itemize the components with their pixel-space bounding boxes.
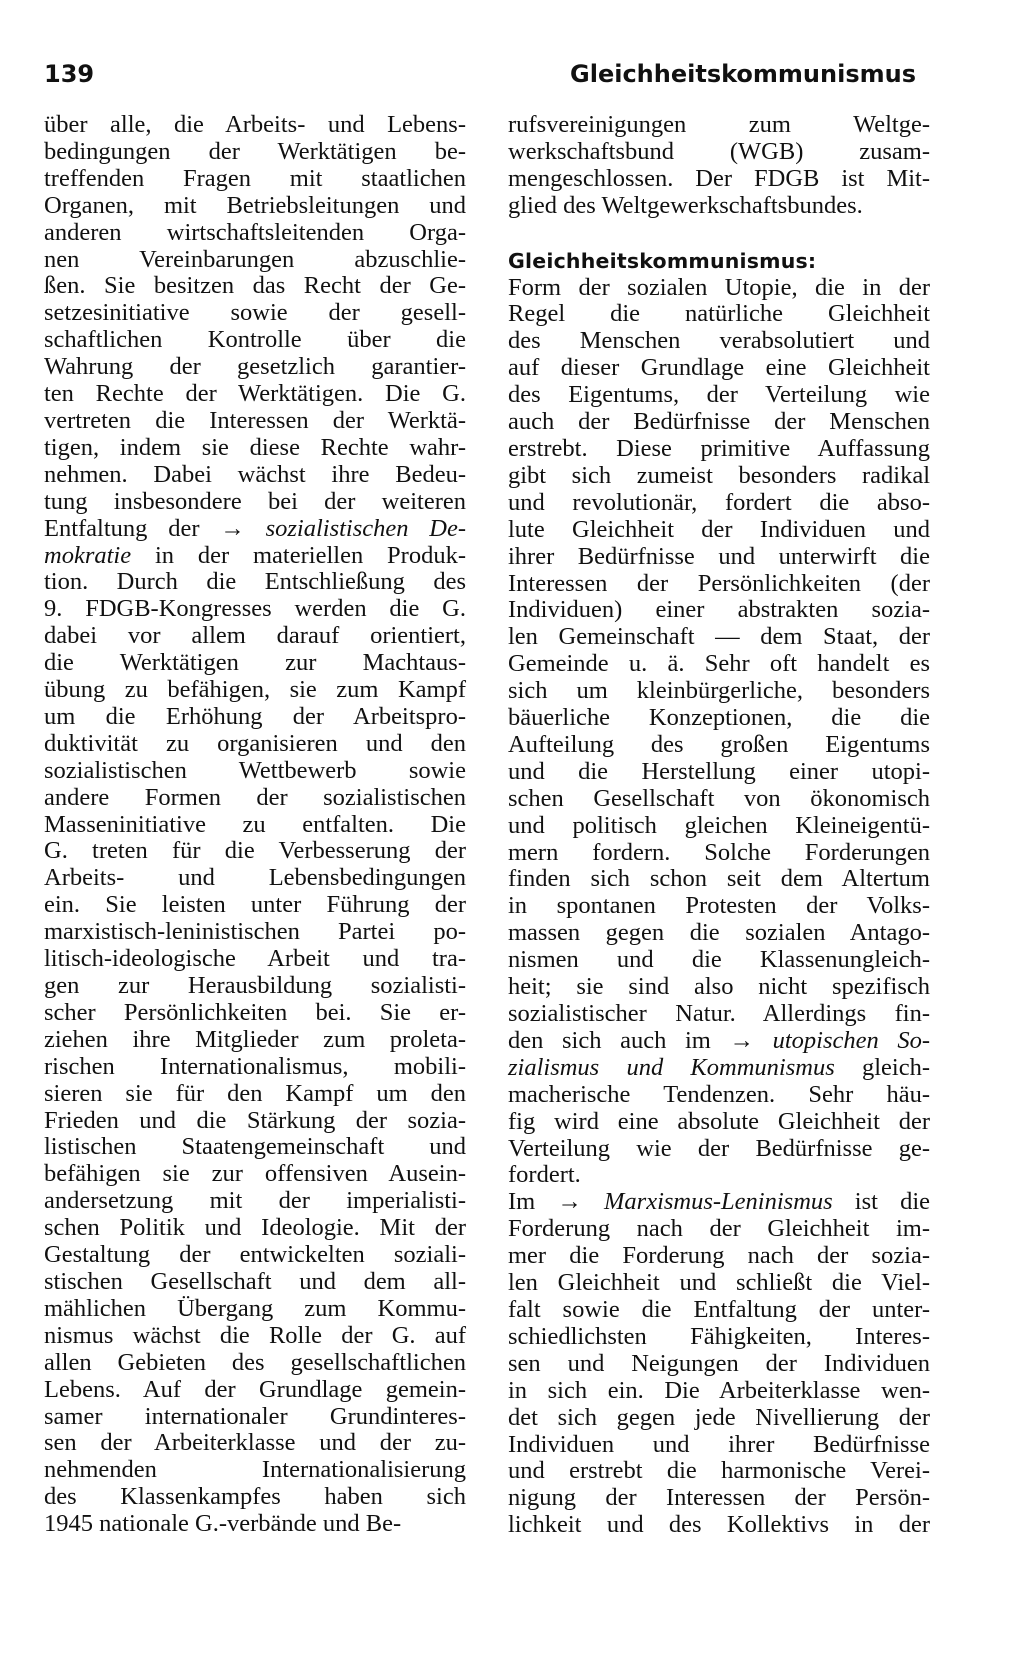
entry-body-block-b bbox=[508, 275, 930, 1028]
crossref-link[interactable]: utopischen So- bbox=[772, 1026, 931, 1054]
text-line: len Gleichheit und schließt die Viel- bbox=[508, 1269, 930, 1297]
text-line: nismen und die Klassenungleich- bbox=[508, 946, 930, 974]
text-line: auf dieser Grundlage eine Gleichheit bbox=[508, 354, 930, 382]
text-line: nehmenden Internationalisierung bbox=[44, 1456, 466, 1484]
text-line: die Werktätigen zur Machtaus- bbox=[44, 649, 466, 677]
text-line: litisch-ideologische Arbeit und tra- bbox=[44, 945, 466, 973]
text-line: über alle, die Arbeits- und Lebens- bbox=[44, 111, 466, 138]
text-line: ßen. Sie besitzen das Recht der Ge- bbox=[44, 272, 466, 300]
text-line: 9. FDGB-Kongresses werden die G. bbox=[44, 595, 466, 623]
text-line: setzesinitiative sowie der gesell- bbox=[44, 299, 466, 327]
text-line: dabei vor allem darauf orientiert, bbox=[44, 622, 466, 650]
text-line: len Gemeinschaft — dem Staat, der bbox=[508, 623, 930, 651]
text-line: Gestaltung der entwickelten soziali- bbox=[44, 1241, 466, 1269]
text-line: duktivität zu organisieren und den bbox=[44, 729, 466, 757]
text-line: massen gegen die sozialen Antago- bbox=[508, 919, 930, 947]
left-text-block-a bbox=[44, 112, 466, 516]
text-line: sich um kleinbürgerliche, besonders bbox=[508, 677, 930, 705]
text-line: in spontanen Protesten der Volks- bbox=[508, 892, 930, 920]
text-line: des Eigentums, der Verteilung wie bbox=[508, 381, 930, 409]
text-line: Verteilung wie der Bedürfnisse ge- bbox=[508, 1134, 930, 1162]
text-line: nismus wächst die Rolle der G. auf bbox=[44, 1321, 466, 1349]
text-line: Frieden und die Stärkung der sozia- bbox=[44, 1106, 466, 1134]
text-line: mer die Forderung nach der sozia- bbox=[508, 1242, 930, 1270]
text-line: bäuerliche Konzeptionen, die die bbox=[508, 704, 930, 732]
crossref-arrow-icon: → bbox=[729, 1026, 754, 1054]
text-line-crossref: Entfaltung der → sozialistischen De- bbox=[44, 514, 467, 542]
text-line: nigung der Interessen der Persön- bbox=[508, 1484, 930, 1512]
text-line: mern fordern. Solche Forderungen bbox=[508, 838, 930, 866]
right-text-block-a bbox=[508, 112, 930, 220]
text-line: nen Vereinbarungen abzuschlie- bbox=[44, 245, 466, 273]
text-line: Lebens. Auf der Grundlage gemein- bbox=[44, 1375, 466, 1403]
text-line-crossref: den sich auch im → utopischen So- bbox=[508, 1026, 931, 1054]
text-line: macherische Tendenzen. Sehr häu- bbox=[508, 1080, 930, 1108]
crossref-link[interactable]: zialismus und Kommunismus bbox=[508, 1053, 835, 1081]
crossref-link[interactable]: Marxismus-Leninismus bbox=[604, 1188, 833, 1216]
crossref-arrow-icon: → bbox=[557, 1188, 582, 1216]
text-line: sen der Arbeiterklasse und der zu- bbox=[44, 1429, 466, 1457]
crossref-arrow-icon: → bbox=[220, 514, 245, 542]
text-line: falt sowie die Entfaltung der unter- bbox=[508, 1295, 930, 1323]
text-line: treffenden Fragen mit staatlichen bbox=[44, 164, 466, 192]
text-line: ten Rechte der Werktätigen. Die G. bbox=[44, 380, 466, 408]
entry-body-block-d bbox=[508, 1216, 930, 1539]
text-line: erstrebt. Diese primitive Auffassung bbox=[508, 434, 930, 462]
text-line: andersetzung mit der imperialisti- bbox=[44, 1187, 466, 1215]
text-line: andere Formen der sozialistischen bbox=[44, 783, 466, 811]
text-line: und revolutionär, fordert die abso- bbox=[508, 488, 930, 516]
entry-heading: Gleichheitskommunismus: bbox=[508, 248, 817, 273]
running-title: Gleichheitskommunismus bbox=[570, 60, 916, 88]
text-line: ziehen ihre Mitglieder zum proleta- bbox=[44, 1025, 466, 1053]
text-line: ein. Sie leisten unter Führung der bbox=[44, 891, 466, 919]
text-line: heit; sie sind also nicht spezifisch bbox=[508, 973, 930, 1001]
right-column bbox=[508, 112, 930, 1539]
text-line: tung insbesondere bei der weiteren bbox=[44, 487, 466, 515]
text-line: gen zur Herausbildung sozialisti- bbox=[44, 972, 466, 999]
text-line: sen und Neigungen der Individuen bbox=[508, 1349, 930, 1377]
text-line: Forderung nach der Gleichheit im- bbox=[508, 1215, 930, 1243]
text-line: Organen, mit Betriebsleitungen und bbox=[44, 191, 466, 219]
text-line: Regel die natürliche Gleichheit bbox=[508, 300, 930, 328]
text-line-crossref-cont: zialismus und Kommunismus gleich- bbox=[508, 1053, 930, 1081]
text-line-crossref: Im → Marxismus-Leninismus ist die bbox=[508, 1188, 931, 1216]
text-line: sieren sie für den Kampf um den bbox=[44, 1079, 466, 1107]
text-line: Individuen) einer abstrakten sozia- bbox=[508, 596, 930, 624]
text-line: Aufteilung des großen Eigentums bbox=[508, 730, 930, 758]
text-line: det sich gegen jede Nivellierung der bbox=[508, 1403, 930, 1431]
text-line: rufsvereinigungen zum Weltge- bbox=[508, 111, 930, 138]
text-line: tigen, indem sie diese Rechte wahr- bbox=[44, 433, 466, 461]
text-line: 1945 nationale G.-verbände und Be- bbox=[44, 1510, 402, 1538]
text-line: Individuen und ihrer Bedürfnisse bbox=[508, 1430, 930, 1458]
text-line: des Menschen verabsolutiert und bbox=[508, 327, 930, 355]
text-line: schaftlichen Kontrolle über die bbox=[44, 326, 466, 354]
text-line: scher Persönlichkeiten bei. Sie er- bbox=[44, 998, 466, 1026]
left-text-block-b bbox=[44, 569, 466, 1538]
text-line: stischen Gesellschaft und dem all- bbox=[44, 1267, 466, 1295]
text-line: schen Gesellschaft von ökonomisch bbox=[508, 784, 930, 812]
text-line: fordert. bbox=[508, 1161, 581, 1189]
text-line: Masseninitiative zu entfalten. Die bbox=[44, 810, 466, 838]
page-number: 139 bbox=[44, 60, 95, 88]
text-line: übung zu befähigen, sie zum Kampf bbox=[44, 676, 466, 704]
text-line: ihrer Bedürfnisse und unterwirft die bbox=[508, 542, 930, 570]
text-line: um die Erhöhung der Arbeitspro- bbox=[44, 702, 466, 730]
text-line: und die Herstellung einer utopi- bbox=[508, 757, 930, 785]
text-line: und erstrebt die harmonische Verei- bbox=[508, 1457, 930, 1485]
text-line: des Klassenkampfes haben sich bbox=[44, 1483, 466, 1511]
text-line: gibt sich zumeist besonders radikal bbox=[508, 461, 930, 489]
text-line: mählichen Übergang zum Kommu- bbox=[44, 1294, 466, 1322]
text-line: sozialistischen Wettbewerb sowie bbox=[44, 756, 466, 784]
text-line: vertreten die Interessen der Werktä- bbox=[44, 406, 466, 434]
text-line: glied des Weltgewerkschaftsbundes. bbox=[508, 191, 863, 219]
text-line: Wahrung der gesetzlich garantier- bbox=[44, 353, 466, 381]
text-line: Arbeits- und Lebensbedingungen bbox=[44, 864, 466, 892]
text-line: fig wird eine absolute Gleichheit der bbox=[508, 1107, 930, 1135]
text-line: schiedlichsten Fähigkeiten, Interes- bbox=[508, 1322, 930, 1350]
text-line: lichkeit und des Kollektivs in der bbox=[508, 1511, 930, 1539]
text-line: sozialistischer Natur. Allerdings fin- bbox=[508, 1000, 930, 1027]
text-line: G. treten für die Verbesserung der bbox=[44, 837, 466, 865]
text-line: listischen Staatengemeinschaft und bbox=[44, 1133, 466, 1161]
text-line: auch der Bedürfnisse der Menschen bbox=[508, 408, 930, 436]
text-line: anderen wirtschaftsleitenden Orga- bbox=[44, 218, 466, 246]
text-line: und politisch gleichen Kleineigentü- bbox=[508, 811, 930, 839]
crossref-link[interactable]: mokratie bbox=[44, 541, 132, 569]
text-line: marxistisch-leninistischen Partei po- bbox=[44, 918, 466, 946]
text-line: in sich ein. Die Arbeiterklasse wen- bbox=[508, 1376, 930, 1404]
text-line: rischen Internationalismus, mobili- bbox=[44, 1052, 466, 1080]
text-line: nehmen. Dabei wächst ihre Bedeu- bbox=[44, 460, 466, 488]
text-line: lute Gleichheit der Individuen und bbox=[508, 515, 930, 543]
text-line: allen Gebieten des gesellschaftlichen bbox=[44, 1348, 466, 1376]
text-line: Interessen der Persönlichkeiten (der bbox=[508, 569, 930, 597]
text-line: mengeschlossen. Der FDGB ist Mit- bbox=[508, 164, 930, 192]
text-line: befähigen sie zur offensiven Ausein- bbox=[44, 1160, 466, 1188]
text-line: schen Politik und Ideologie. Mit der bbox=[44, 1214, 466, 1242]
text-line: tion. Durch die Entschließung des bbox=[44, 568, 466, 596]
text-line: Form der sozialen Utopie, die in der bbox=[508, 273, 930, 301]
text-line: Gemeinde u. ä. Sehr oft handelt es bbox=[508, 650, 930, 678]
text-line: finden sich schon seit dem Altertum bbox=[508, 865, 930, 893]
left-column bbox=[44, 112, 466, 1538]
entry-body-block-c bbox=[508, 1082, 930, 1190]
text-line-crossref-cont: mokratie in der materiellen Produk- bbox=[44, 541, 466, 569]
text-line: werkschaftsbund (WGB) zusam- bbox=[508, 137, 930, 165]
text-line: samer internationaler Grundinteres- bbox=[44, 1402, 466, 1430]
text-line: bedingungen der Werktätigen be- bbox=[44, 137, 466, 165]
crossref-link[interactable]: sozialistischen De- bbox=[265, 514, 467, 542]
